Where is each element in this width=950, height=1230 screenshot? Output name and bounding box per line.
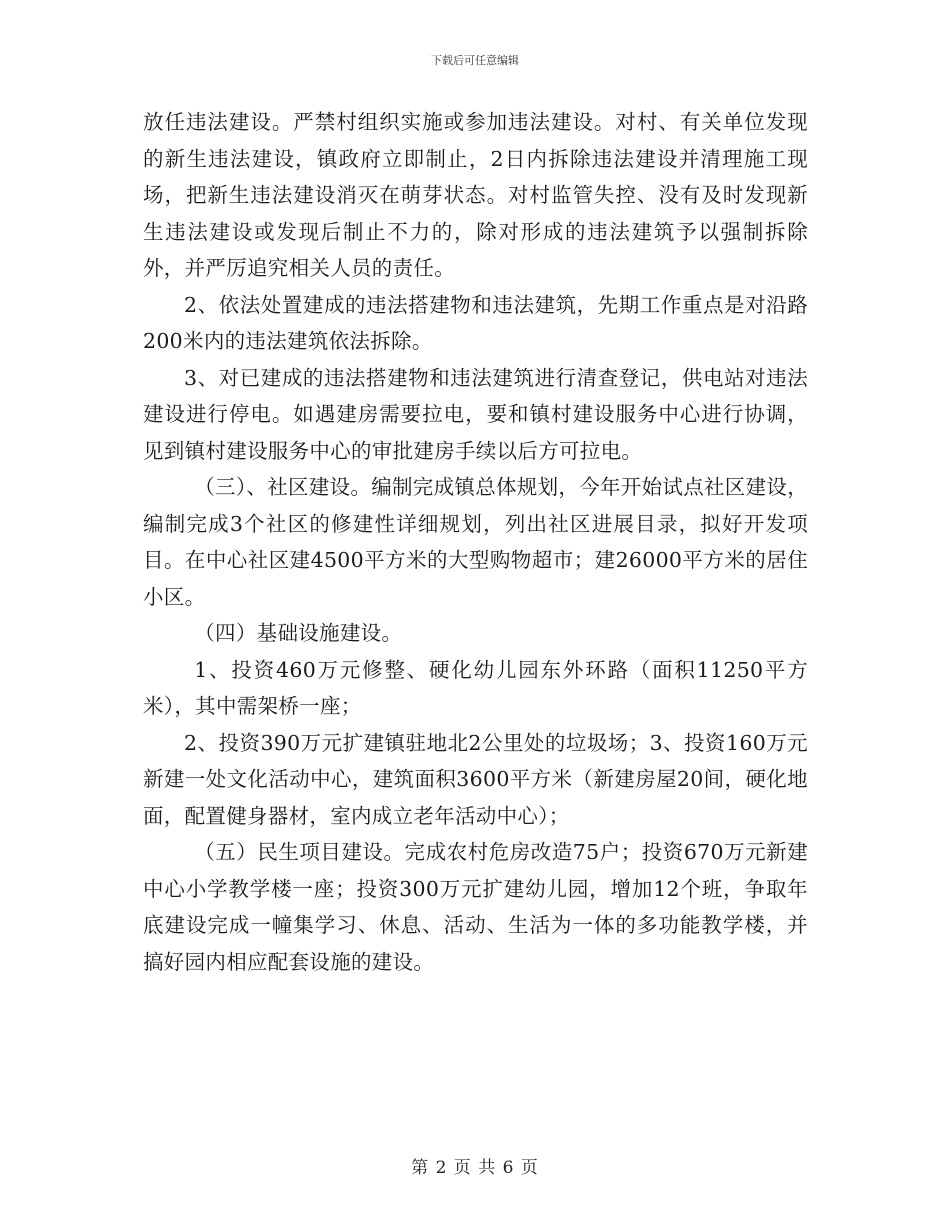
page-number: 第 2 页 共 6 页 — [411, 1158, 539, 1178]
paragraph-section-5: （五）民生项目建设。完成农村危房改造75户；投资670万元新建中心小学教学楼一座；投资300万元扩建幼儿园，增加12个班，争取年底建设完成一幢集学习、休息、活动、生活为一体的多功能教学楼，并搞好园内相应配套设施的建设。 — [143, 840, 808, 974]
document-body — [143, 104, 808, 980]
paragraph-infra-item-1: 1、投资460万元修整、硬化幼儿园东外环路（面积11250平方米），其中需架桥一座； — [143, 657, 808, 718]
paragraph-continuation: 放任违法建设。严禁村组织实施或参加违法建设。对村、有关单位发现的新生违法建设，镇政府立即制止，2日内拆除违法建设并清理施工现场，把新生违法建设消灭在萌芽状态。对村监管失控、没有及时发现新生违法建设或发现后制止不力的，除对形成的违法建筑予以强制拆除外，并严厉追究相关人员的责任。 — [143, 110, 808, 280]
paragraph-section-4-heading: （四）基础设施建设。 — [194, 621, 403, 645]
paragraph-item-3: 3、对已建成的违法搭建物和违法建筑进行清查登记，供电站对违法建设进行停电。如遇建房需要拉电，要和镇村建设服务中心进行协调，见到镇村建设服务中心的审批建房手续以后方可拉电。 — [143, 365, 808, 463]
paragraph-item-2: 2、依法处置建成的违法搭建物和违法建筑，先期工作重点是对沿路200米内的违法建筑依法拆除。 — [143, 292, 808, 353]
header-note: 下载后可任意编辑 — [431, 54, 519, 67]
paragraph-section-3: （三）、社区建设。编制完成镇总体规划，今年开始试点社区建设，编制完成3个社区的修建性详细规划，列出社区进展目录，拟好开发项目。在中心社区建4500平方米的大型购物超市；建26000平方米的居住小区。 — [143, 475, 808, 609]
paragraph-infra-item-2-3: 2、投资390万元扩建镇驻地北2公里处的垃圾场；3、投资160万元新建一处文化活动中心，建筑面积3600平方米（新建房屋20间，硬化地面，配置健身器材，室内成立老年活动中心）； — [143, 730, 808, 828]
